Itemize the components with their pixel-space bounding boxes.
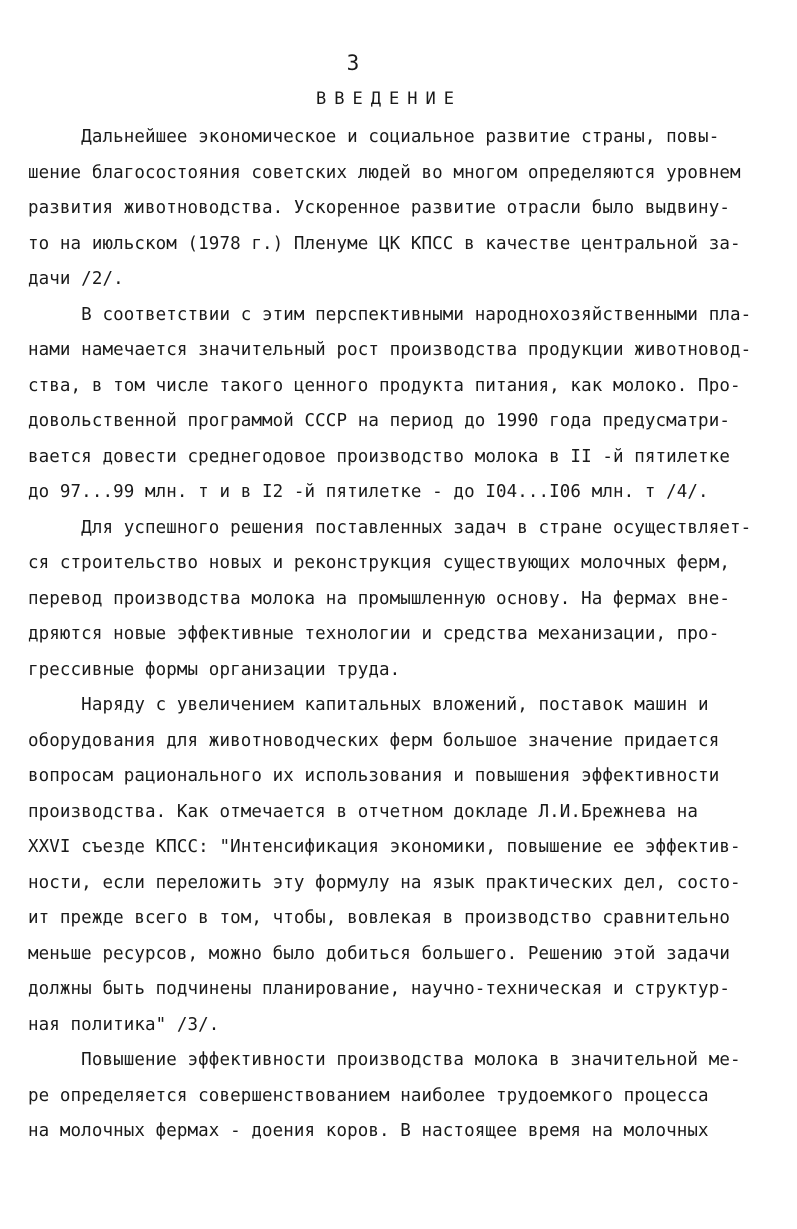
text-line: шение благосостояния советских людей во многом определяются уровнем <box>28 162 741 183</box>
text-line: ит прежде всего в том, чтобы, вовлекая в производство сравнительно <box>28 908 730 928</box>
text-line: Для успешного решения поставленных задач в стране осуществляет- <box>28 517 752 538</box>
text-line: Наряду с увеличением капитальных вложений, поставок машин и <box>28 695 709 715</box>
page-title: ВВЕДЕНИЕ <box>316 89 462 109</box>
text-line: ная политика" /3/. <box>28 1014 220 1035</box>
text-line: ства, в том числе такого ценного продукта питания, как молоко. Про- <box>28 375 741 396</box>
paragraph <box>28 298 758 511</box>
text-line: ре определяется совершенствованием наиболее трудоемкого процесса <box>28 1085 709 1106</box>
paragraph <box>28 120 758 298</box>
text-line: XXVI съезде КПСС: "Интенсификация экономики, повышение ее эффектив- <box>28 837 741 857</box>
text-line: перевод производства молока на промышленную основу. На фермах вне- <box>28 588 730 609</box>
text-line: В соответствии с этим перспективными народнохозяйственными пла- <box>28 304 752 325</box>
text-line: дряются новые эффективные технологии и средства механизации, про- <box>28 624 720 644</box>
text-line: оборудования для животноводческих ферм большое значение придается <box>28 730 720 751</box>
paragraph <box>28 688 758 1043</box>
text-line: ности, если переложить эту формулу на язык практических дел, состо- <box>28 872 741 893</box>
paragraph <box>28 1043 758 1150</box>
text-line: развития животноводства. Ускоренное развитие отрасли было выдвину- <box>28 198 730 218</box>
text-line: Дальнейшее экономическое и социальное развитие страны, повы- <box>28 127 720 147</box>
text-line: ся строительство новых и реконструкция существующих молочных ферм, <box>28 553 730 573</box>
text-line: дачи /2/. <box>28 269 124 289</box>
text-line: довольственной программой СССР на период до 1990 года предусматри- <box>28 411 730 431</box>
text-line: производства. Как отмечается в отчетном докладе Л.И.Брежнева на <box>28 801 699 822</box>
paragraph <box>28 511 758 689</box>
text-line: вопросам рационального их использования и повышения эффективности <box>28 766 720 786</box>
text-line: вается довести среднегодовое производство молока в II -й пятилетке <box>28 446 730 467</box>
text-line: Повышение эффективности производства молока в значительной ме- <box>28 1050 741 1070</box>
text-line: нами намечается значительный рост производства продукции животновод- <box>28 340 752 360</box>
text-line: до 97...99 млн. т и в I2 -й пятилетке - до I04...I06 млн. т /4/. <box>28 482 709 502</box>
body-text <box>28 120 758 1150</box>
page-number: 3 <box>346 51 360 75</box>
text-line: должны быть подчинены планирование, научно-техническая и структур- <box>28 979 730 999</box>
text-line: то на июльском (1978 г.) Пленуме ЦК КПСС в качестве центральной за- <box>28 233 741 254</box>
text-line: меньше ресурсов, можно было добиться большего. Решению этой задачи <box>28 943 730 964</box>
text-line: на молочных фермах - доения коров. В настоящее время на молочных <box>28 1121 709 1141</box>
text-line: грессивные формы организации труда. <box>28 659 401 680</box>
